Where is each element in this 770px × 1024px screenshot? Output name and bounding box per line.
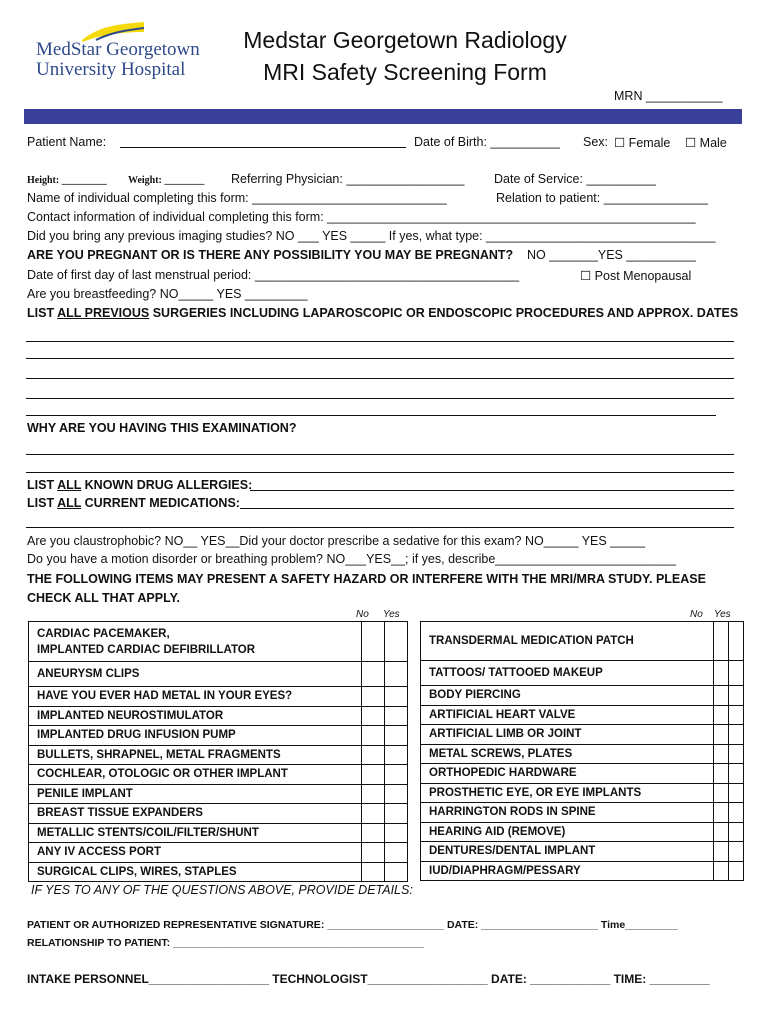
hazard-item: TRANSDERMAL MEDICATION PATCH (421, 622, 714, 661)
hazard-item: ORTHOPEDIC HARDWARE (421, 764, 714, 784)
medications-label: LIST ALL CURRENT MEDICATIONS: (27, 496, 240, 510)
logo-line2: University Hospital (36, 59, 186, 80)
relation-field[interactable]: Relation to patient: _______________ (496, 191, 708, 205)
yes-checkbox[interactable] (385, 662, 408, 687)
table-row (421, 705, 744, 725)
yes-checkbox[interactable] (729, 803, 744, 823)
weight-field[interactable]: Weight: ________ (128, 175, 205, 186)
medications-field[interactable] (240, 498, 734, 509)
no-checkbox[interactable] (362, 687, 385, 707)
left-yes-header: Yes (383, 609, 400, 620)
exam-reason-heading: WHY ARE YOU HAVING THIS EXAMINATION? (27, 421, 297, 435)
date-of-service-field[interactable]: Date of Service: __________ (494, 172, 656, 186)
completing-name-field[interactable]: Name of individual completing this form: ____________________________ (27, 191, 447, 205)
yes-checkbox[interactable] (729, 744, 744, 764)
patient-name-label: Patient Name: (27, 135, 107, 149)
breastfeeding-field[interactable]: Are you breastfeeding? NO_____ YES _________ (27, 287, 308, 301)
yes-checkbox[interactable] (729, 764, 744, 784)
hazard-item: ANEURYSM CLIPS (29, 662, 362, 687)
no-checkbox[interactable] (362, 843, 385, 863)
height-field[interactable]: Height: _________ (27, 175, 107, 186)
hazard-item: IUD/DIAPHRAGM/PESSARY (421, 861, 714, 881)
hazard-item: COCHLEAR, OTOLOGIC OR OTHER IMPLANT (29, 765, 362, 785)
table-row (421, 803, 744, 823)
post-menopausal-checkbox[interactable]: ☐ Post Menopausal (580, 269, 692, 283)
no-checkbox[interactable] (362, 784, 385, 804)
surgeries-heading: LIST ALL PREVIOUS SURGERIES INCLUDING LAPAROSCOPIC OR ENDOSCOPIC PROCEDURES AND APPROX. DATES (27, 306, 739, 320)
sex-label: Sex: (583, 135, 609, 149)
table-row (421, 822, 744, 842)
hazard-item: HAVE YOU EVER HAD METAL IN YOUR EYES? (29, 687, 362, 707)
no-checkbox[interactable] (714, 803, 729, 823)
motion-disorder-field[interactable]: Do you have a motion disorder or breathing problem? NO___YES__; if yes, describe__________________________ (27, 552, 677, 566)
exam-reason-line-1[interactable] (26, 454, 734, 455)
no-checkbox[interactable] (714, 725, 729, 745)
hazard-item: ARTIFICIAL LIMB OR JOINT (421, 725, 714, 745)
male-checkbox[interactable]: ☐ Male (685, 136, 727, 150)
yes-checkbox[interactable] (385, 843, 408, 863)
table-row (29, 862, 408, 882)
surgeries-line-3[interactable] (26, 378, 734, 379)
left-hazard-table (28, 621, 408, 882)
hazard-notice-line2: CHECK ALL THAT APPLY. (27, 591, 181, 605)
table-row (421, 783, 744, 803)
hazard-item: HEARING AID (REMOVE) (421, 822, 714, 842)
no-checkbox[interactable] (362, 765, 385, 785)
hazard-item: BREAST TISSUE EXPANDERS (29, 804, 362, 824)
surgeries-line-4[interactable] (26, 398, 734, 399)
no-checkbox[interactable] (714, 686, 729, 706)
pregnancy-question: ARE YOU PREGNANT OR IS THERE ANY POSSIBILITY YOU MAY BE PREGNANT? (27, 248, 514, 262)
allergies-label: LIST ALL KNOWN DRUG ALLERGIES: (27, 478, 253, 492)
yes-checkbox[interactable] (729, 783, 744, 803)
right-yes-header: Yes (714, 609, 731, 620)
hazard-item: BULLETS, SHRAPNEL, METAL FRAGMENTS (29, 745, 362, 765)
no-checkbox[interactable] (714, 705, 729, 725)
yes-checkbox[interactable] (385, 706, 408, 726)
prior-imaging-field[interactable]: Did you bring any previous imaging studies? NO ___ YES _____ If yes, what type: _________________________________ (27, 229, 716, 243)
no-checkbox[interactable] (714, 861, 729, 881)
table-row (29, 804, 408, 824)
table-row (29, 784, 408, 804)
mrn-field[interactable]: MRN ___________ (614, 89, 723, 103)
no-checkbox[interactable] (362, 804, 385, 824)
table-row (421, 764, 744, 784)
hazard-item: IMPLANTED DRUG INFUSION PUMP (29, 726, 362, 746)
yes-checkbox[interactable] (385, 784, 408, 804)
dob-field[interactable]: Date of Birth: __________ (414, 135, 560, 149)
right-hazard-table (420, 621, 744, 881)
exam-reason-line-2[interactable] (26, 472, 734, 473)
table-row (29, 726, 408, 746)
table-row (421, 861, 744, 881)
yes-checkbox[interactable] (385, 745, 408, 765)
table-row (421, 842, 744, 862)
relationship-field[interactable]: RELATIONSHIP TO PATIENT: ___________________________________________ (27, 937, 425, 949)
hazard-item: IMPLANTED NEUROSTIMULATOR (29, 706, 362, 726)
yes-checkbox[interactable] (729, 622, 744, 661)
no-checkbox[interactable] (362, 622, 385, 662)
yes-checkbox[interactable] (729, 661, 744, 686)
hazard-item: HARRINGTON RODS IN SPINE (421, 803, 714, 823)
yes-checkbox[interactable] (385, 687, 408, 707)
header-bar (24, 109, 742, 124)
table-row (29, 843, 408, 863)
hazard-item: ANY IV ACCESS PORT (29, 843, 362, 863)
yes-checkbox[interactable] (385, 804, 408, 824)
table-row (29, 765, 408, 785)
table-row (29, 662, 408, 687)
yes-checkbox[interactable] (729, 725, 744, 745)
table-row (29, 823, 408, 843)
yes-checkbox[interactable] (729, 861, 744, 881)
no-checkbox[interactable] (714, 783, 729, 803)
no-checkbox[interactable] (714, 822, 729, 842)
no-checkbox[interactable] (362, 662, 385, 687)
no-checkbox[interactable] (714, 622, 729, 661)
claustrophobic-field[interactable]: Are you claustrophobic? NO__ YES__Did your doctor prescribe a sedative for this exam? NO_____ YES _____ (27, 534, 645, 548)
hazard-item: CARDIAC PACEMAKER, IMPLANTED CARDIAC DEFIBRILLATOR (29, 622, 362, 662)
logo-line1: MedStar Georgetown (36, 39, 200, 60)
table-row (29, 622, 408, 662)
right-no-header: No (690, 609, 703, 620)
table-row (29, 687, 408, 707)
hazard-item: ARTIFICIAL HEART VALVE (421, 705, 714, 725)
hazard-item: DENTURES/DENTAL IMPLANT (421, 842, 714, 862)
no-checkbox[interactable] (714, 744, 729, 764)
contact-info-field[interactable]: Contact information of individual completing this form: _____________________________________________________ (27, 210, 696, 224)
table-row (29, 706, 408, 726)
referring-physician-field[interactable]: Referring Physician: _________________ (231, 172, 465, 186)
yes-checkbox[interactable] (729, 686, 744, 706)
surgeries-line-1[interactable] (26, 341, 734, 342)
table-row (29, 745, 408, 765)
no-checkbox[interactable] (362, 745, 385, 765)
surgeries-line-5[interactable] (26, 415, 716, 416)
yes-checkbox[interactable] (729, 842, 744, 862)
table-row (421, 744, 744, 764)
no-checkbox[interactable] (362, 823, 385, 843)
yes-checkbox[interactable] (385, 622, 408, 662)
table-row (421, 622, 744, 661)
yes-checkbox[interactable] (385, 765, 408, 785)
table-row (421, 725, 744, 745)
menstrual-field[interactable]: Date of first day of last menstrual period: ______________________________________ (27, 268, 520, 282)
hazard-item: SURGICAL CLIPS, WIRES, STAPLES (29, 862, 362, 882)
no-checkbox[interactable] (714, 764, 729, 784)
hazard-item: BODY PIERCING (421, 686, 714, 706)
signature-field[interactable]: PATIENT OR AUTHORIZED REPRESENTATIVE SIGNATURE: ____________________ DATE: ____________________ Time_________ (27, 919, 678, 931)
hazard-item: METAL SCREWS, PLATES (421, 744, 714, 764)
table-row (421, 661, 744, 686)
details-prompt: IF YES TO ANY OF THE QUESTIONS ABOVE, PROVIDE DETAILS: (31, 883, 413, 897)
surgeries-line-2[interactable] (26, 358, 734, 359)
pregnancy-answer[interactable]: NO _______YES __________ (527, 248, 696, 262)
hazard-item: PROSTHETIC EYE, OR EYE IMPLANTS (421, 783, 714, 803)
yes-checkbox[interactable] (729, 705, 744, 725)
form-title-line1: Medstar Georgetown Radiology (243, 27, 567, 53)
hazard-notice-line1: THE FOLLOWING ITEMS MAY PRESENT A SAFETY HAZARD OR INTERFERE WITH THE MRI/MRA STUDY. PLEASE (27, 572, 706, 586)
hazard-item: PENILE IMPLANT (29, 784, 362, 804)
no-checkbox[interactable] (714, 661, 729, 686)
yes-checkbox[interactable] (385, 726, 408, 746)
allergies-field[interactable] (250, 480, 734, 491)
left-no-header: No (356, 609, 369, 620)
form-title-line2: MRI Safety Screening Form (263, 59, 547, 85)
intake-technologist-field[interactable]: INTAKE PERSONNEL__________________ TECHNOLOGIST__________________ DATE: ____________ TIME: _________ (27, 972, 710, 986)
no-checkbox[interactable] (714, 842, 729, 862)
medications-line-2[interactable] (26, 527, 734, 528)
no-checkbox[interactable] (362, 706, 385, 726)
no-checkbox[interactable] (362, 862, 385, 882)
patient-name-field[interactable] (120, 137, 406, 148)
table-row (421, 686, 744, 706)
yes-checkbox[interactable] (385, 823, 408, 843)
hazard-item: METALLIC STENTS/COIL/FILTER/SHUNT (29, 823, 362, 843)
no-checkbox[interactable] (362, 726, 385, 746)
yes-checkbox[interactable] (729, 822, 744, 842)
yes-checkbox[interactable] (385, 862, 408, 882)
female-checkbox[interactable]: ☐ Female (614, 136, 671, 150)
hazard-item: TATTOOS/ TATTOOED MAKEUP (421, 661, 714, 686)
